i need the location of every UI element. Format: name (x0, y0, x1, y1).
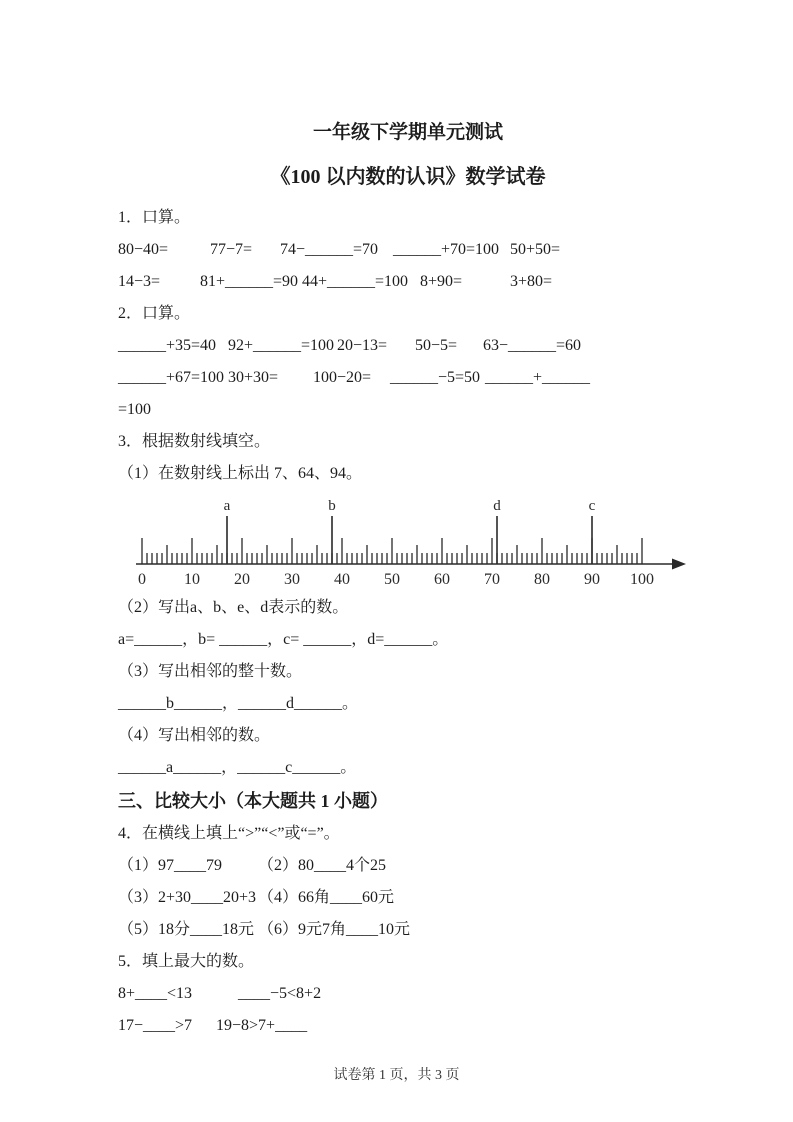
equation-cell: 3+80= (510, 273, 553, 290)
question-5-row-2 (118, 1010, 698, 1042)
svg-text:10: 10 (184, 571, 200, 588)
equation-cell: ______−5=50 (390, 369, 481, 386)
svg-text:40: 40 (334, 571, 350, 588)
equation-cell: 100−20= (313, 369, 372, 386)
equation-cell: 81+______=90 (200, 273, 299, 290)
svg-text:d: d (493, 498, 501, 514)
paper-title-line1: 一年级下学期单元测试 (312, 122, 503, 143)
question-3-sub4-blanks: ______a______，______c______。 (118, 759, 357, 776)
inequality-cell: 19−8>7+____ (216, 1017, 308, 1034)
question-4-row-2 (118, 882, 698, 914)
question-4-row-3 (118, 914, 698, 946)
question-3-label: 3．根据数射线填空。 (118, 433, 271, 450)
question-3-sub3-blanks: ______b______，______d______。 (118, 695, 359, 712)
equation-cell: 8+90= (420, 273, 463, 290)
comparison-cell: （4）66角____60元 (258, 889, 395, 906)
question-5-label: 5．填上最大的数。 (118, 953, 255, 970)
svg-text:100: 100 (630, 571, 654, 588)
question-4-row-1 (118, 850, 698, 882)
equation-cell: 50+50= (510, 241, 561, 258)
question-3-sub2-blanks: a=______，b= ______，c= ______，d=______。 (118, 631, 449, 648)
question-2-row-3: =100 (118, 401, 152, 418)
svg-text:80: 80 (534, 571, 550, 588)
equation-cell: 14−3= (118, 273, 161, 290)
number-line (134, 494, 698, 590)
svg-text:90: 90 (584, 571, 600, 588)
number-line-diagram (134, 494, 694, 590)
equation-cell: 92+______=100 (228, 337, 335, 354)
svg-text:20: 20 (234, 571, 250, 588)
question-1-row-1 (118, 234, 698, 266)
question-3-sub3: （3）写出相邻的整十数。 (118, 663, 303, 680)
page-footer: 试卷第 1 页，共 3 页 (333, 1068, 460, 1083)
question-2-row-1 (118, 330, 698, 362)
paper-title-line2: 《100 以内数的认识》数学试卷 (270, 166, 546, 188)
equation-cell: 44+______=100 (302, 273, 409, 290)
equation-cell: 50−5= (415, 337, 458, 354)
equation-cell: ______+______ (485, 369, 591, 386)
inequality-cell: ____−5<8+2 (238, 985, 322, 1002)
equation-cell: ______+67=100 (118, 369, 225, 386)
equation-cell: 77−7= (210, 241, 253, 258)
comparison-cell: （6）9元7角____10元 (258, 921, 411, 938)
question-2-row-2 (118, 362, 698, 394)
comparison-cell: （2）80____4个25 (258, 857, 387, 874)
equation-cell: 74−______=70 (280, 241, 379, 258)
question-3-sub4: （4）写出相邻的数。 (118, 727, 271, 744)
comparison-cell: （3）2+30____20+3 (118, 889, 257, 906)
equation-cell: 80−40= (118, 241, 169, 258)
svg-text:a: a (223, 498, 231, 514)
svg-text:50: 50 (384, 571, 400, 588)
comparison-cell: （5）18分____18元 (118, 921, 255, 938)
equation-cell: ______+35=40 (118, 337, 217, 354)
question-2-label: 2．口算。 (118, 305, 191, 322)
section-3-heading: 三、比较大小（本大题共 1 小题） (118, 791, 388, 811)
comparison-cell: （1）97____79 (118, 857, 223, 874)
inequality-cell: 17−____>7 (118, 1017, 193, 1034)
svg-text:60: 60 (434, 571, 450, 588)
equation-cell: ______+70=100 (393, 241, 500, 258)
svg-text:c: c (588, 498, 596, 514)
svg-text:30: 30 (284, 571, 300, 588)
question-1-label: 1．口算。 (118, 209, 191, 226)
equation-cell: 63−______=60 (483, 337, 582, 354)
question-4-label: 4．在横线上填上“>”“<”或“=”。 (118, 825, 340, 842)
question-3-sub1: （1）在数射线上标出 7、64、94。 (118, 465, 363, 482)
equation-cell: 30+30= (228, 369, 279, 386)
svg-text:70: 70 (484, 571, 500, 588)
svg-text:0: 0 (138, 571, 146, 588)
equation-cell: 20−13= (337, 337, 388, 354)
inequality-cell: 8+____<13 (118, 985, 193, 1002)
question-5-row-1 (118, 978, 698, 1010)
question-1-row-2 (118, 266, 698, 298)
svg-text:b: b (328, 498, 336, 514)
question-3-sub2: （2）写出a、b、e、d表示的数。 (118, 599, 349, 616)
